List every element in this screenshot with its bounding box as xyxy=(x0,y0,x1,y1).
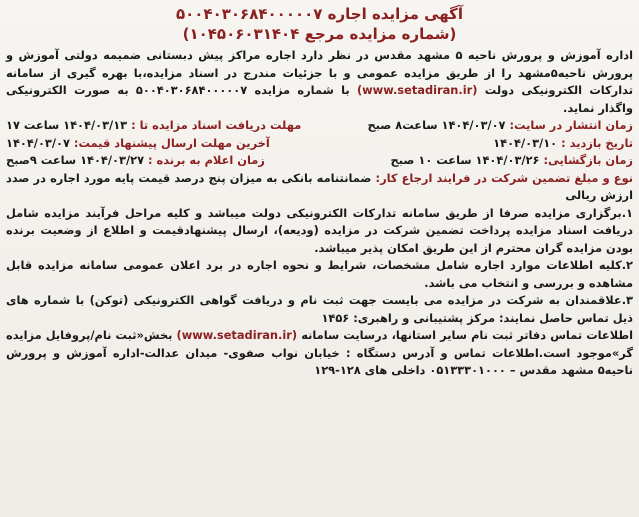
notice-body xyxy=(6,47,633,380)
schedule-row-3 xyxy=(6,152,633,170)
intro-text-1: اداره آموزش و پرورش ناحیه ۵ مشهد مقدس در نظر دارد اجاره مراکز پیش دبستانی ضمیمه دولتی آموزش و پرورش ناحیه۵مشهد را از طریق مزایده عمومی و با جزئیات مندرج در اسناد مزایده،با بهره گیری از سامانه تدارکات الکترونیکی دولت xyxy=(6,48,634,97)
opening-value: ۱۴۰۴/۰۳/۲۶ ساعت ۱۰ صبح xyxy=(390,153,540,167)
setadiran-link[interactable]: (www.setadiran.ir) xyxy=(356,83,478,97)
intro-paragraph xyxy=(6,47,633,117)
bid-deadline-value: ۱۴۰۴/۰۳/۰۷ xyxy=(6,135,70,150)
notice-header xyxy=(6,4,633,44)
notice-reference-number: (شماره مزایده مرجع ۱۰۴۵۰۶۰۳۱۴۰۴) xyxy=(182,25,457,43)
list-item: ۳.علاقمندان به شرکت در مزایده می بایست جهت ثبت نام و دریافت گواهی الکترونیکی (توکن) با شماره های ذیل تماس حاصل نمایند: مرکز پشتیبانی و راهبری: ۱۴۵۶ xyxy=(6,293,633,325)
notice-title: آگهی مزایده اجاره ۵۰۰۴۰۳۰۶۸۴۰۰۰۰۰۷ xyxy=(175,5,464,23)
contact-text-2: بخش«ثبت نام/پروفایل مزایده گر»موجود است.اطلاعات تماس و آدرس دستگاه : خیابان نواب صفوی- میدان عدالت-اداره آموزش و پرورش ناحیه۵ مشهد مقدس – ۰۵۱۳۳۳۰۱۰۰۰ داخلی های ۱۲۸-۱۲۹ xyxy=(6,328,633,377)
docs-deadline-label: مهلت دریافت اسناد مزایده تا : xyxy=(131,118,302,132)
publish-value: ۱۴۰۴/۰۳/۰۷ ساعت۸ صبح xyxy=(367,118,506,132)
list-item: ۲.کلیه اطلاعات موارد اجاره شامل مشخصات، شرایط و نحوه اجاره در برد اعلان عمومی سامانه مزایده قابل مشاهده و بررسی و انتخاب می باشد. xyxy=(6,258,633,290)
contact-text-1: اطلاعات تماس دفاتر ثبت نام سایر استانها، درسایت سامانه xyxy=(301,328,634,342)
winner-announce-value: ۱۴۰۴/۰۳/۲۷ ساعت ۹صبح xyxy=(6,153,145,167)
bid-deadline-label: آخرین مهلت ارسال پیشنهاد قیمت: xyxy=(73,135,270,150)
docs-deadline-value: ۱۴۰۴/۰۳/۱۳ ساعت ۱۷ xyxy=(6,118,128,132)
setadiran-link-2[interactable]: (www.setadiran.ir) xyxy=(176,328,298,342)
schedule-row-2 xyxy=(6,135,633,153)
contact-paragraph xyxy=(6,327,633,380)
visit-label: تاریخ بازدید : xyxy=(561,135,633,150)
intro-text-2: با شماره مزایده ۵۰۰۴۰۳۰۶۸۴۰۰۰۰۰۷ به صورت الکترونیکی واگذار نماید. xyxy=(6,83,633,115)
schedule-row-1 xyxy=(6,117,633,135)
guarantee-text: ضمانتنامه بانکی به میزان پنج درصد قیمت پایه مورد اجاره در صدد ارزش ریالی xyxy=(6,170,633,202)
guarantee-paragraph xyxy=(6,170,633,205)
publish-label: زمان انتشار در سایت: xyxy=(509,118,633,132)
visit-value: ۱۴۰۴/۰۳/۱۰ xyxy=(493,135,558,150)
guarantee-label: نوع و مبلغ تضمین شرکت در فرایند ارجاع کار: xyxy=(375,170,633,185)
list-item: ۱.برگزاری مزایده صرفا از طریق سامانه تدارکات الکترونیکی دولت میباشد و کلیه مراحل فرآیند مزایده شامل دریافت اسناد مزایده پرداخت تضمین شرکت در مزایده (ودیعه)، ارسال پیشنهادقیمت و اطلاع از وضعیت برنده بودن مزایده گران محترم از این طریق امکان پذیر میباشد. xyxy=(6,205,633,255)
opening-label: زمان بازگشایی: xyxy=(543,153,633,167)
winner-announce-label: زمان اعلام به برنده : xyxy=(148,153,265,167)
